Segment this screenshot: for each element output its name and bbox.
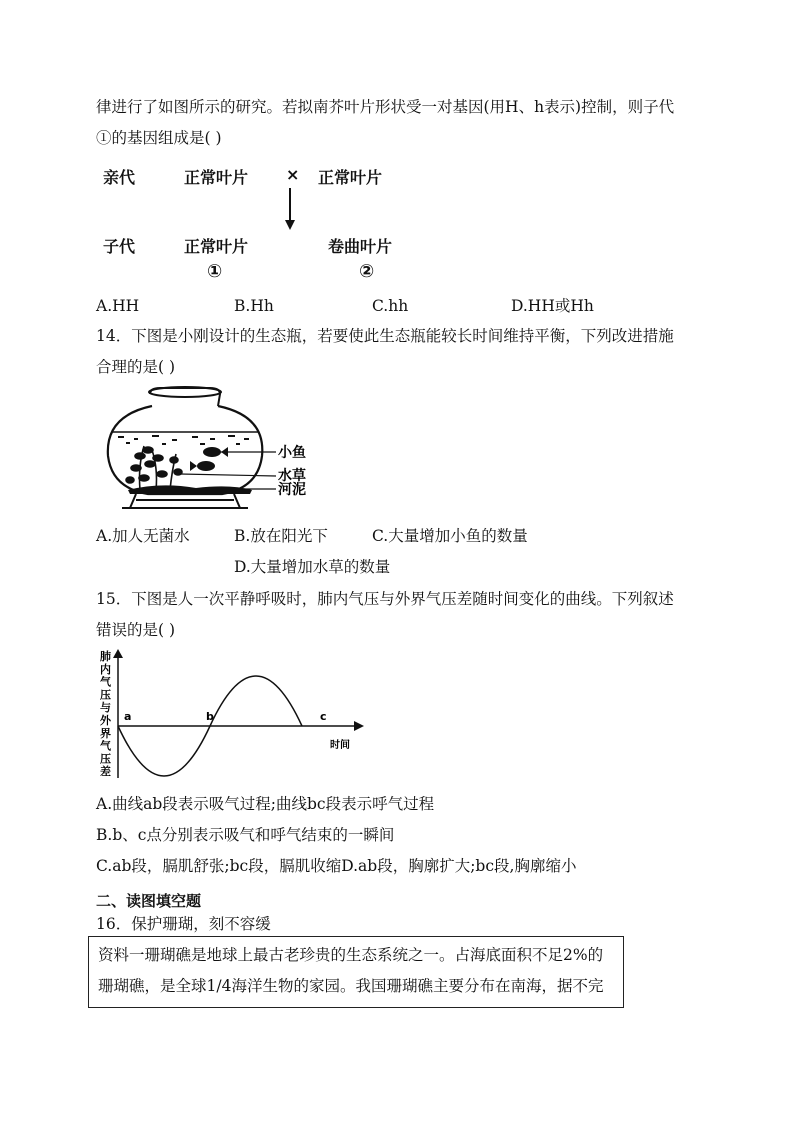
y-axis-label-char: 内	[100, 662, 111, 676]
parent2-label: 正常叶片	[318, 168, 383, 187]
q15-option-c-d: C.ab段，膈肌舒张;bc段，膈肌收缩D.ab段，胸廓扩大;bc段,胸廓缩小	[96, 857, 577, 875]
section-heading: 二、读图填空题	[96, 892, 202, 910]
y-axis-label-char: 界	[100, 726, 111, 740]
parent1-label: 正常叶片	[184, 168, 249, 187]
q13-text-line1: 律进行了如图所示的研究。若拟南芥叶片形状受一对基因(用H、h表示)控制，则子代	[96, 98, 675, 116]
q13-option-d: D.HH或Hh	[511, 297, 594, 315]
material-line2: 珊瑚礁，是全球1/4海洋生物的家园。我国珊瑚礁主要分布在南海，据不完	[98, 977, 604, 995]
q13-text-line2: ①的基因组成是( )	[96, 129, 222, 147]
q14-text-line1: 14．下图是小刚设计的生态瓶，若要使此生态瓶能较长时间维持平衡，下列改进措施	[96, 327, 674, 345]
child1-number: ①	[207, 261, 223, 282]
parent-label: 亲代	[103, 168, 136, 187]
eco-bottle-figure	[100, 386, 330, 511]
q13-option-c: C.hh	[372, 297, 409, 315]
q15-text-line2: 错误的是( )	[96, 621, 176, 639]
y-axis-arrow	[113, 649, 123, 658]
material-line1: 资料一珊瑚礁是地球上最古老珍贵的生态系统之一。占海底面积不足2%的	[98, 946, 604, 964]
y-axis-label-char: 与	[100, 701, 111, 715]
label-small-fish: 小鱼	[278, 445, 306, 461]
q16-title: 16．保护珊瑚，刻不容缓	[96, 915, 271, 933]
child-label: 子代	[103, 237, 136, 256]
cross-arrow	[284, 186, 296, 232]
q15-option-a: A.曲线ab段表示吸气过程;曲线bc段表示呼气过程	[96, 795, 435, 813]
material-box	[88, 936, 624, 1008]
q14-option-c: C.大量增加小鱼的数量	[372, 527, 528, 545]
q13-option-a: A.HH	[96, 297, 140, 315]
y-axis-label-char: 压	[100, 752, 111, 766]
pressure-chart	[96, 648, 376, 783]
x-axis-label: 时间	[330, 740, 350, 751]
point-label-a: a	[124, 710, 132, 723]
point-label-c: c	[320, 710, 327, 723]
q14-option-b: B.放在阳光下	[234, 527, 328, 545]
q15-option-b: B.b、c点分别表示吸气和呼气结束的一瞬间	[96, 826, 395, 844]
q14-text-line2: 合理的是( )	[96, 358, 176, 376]
y-axis-label-char: 气	[100, 675, 111, 689]
label-river-mud: 河泥	[278, 482, 306, 498]
y-axis-label-char: 外	[100, 714, 111, 727]
y-axis-label-char: 气	[100, 739, 111, 753]
y-axis-label-char: 差	[100, 765, 111, 779]
x-axis-arrow	[354, 721, 364, 731]
child2-number: ②	[359, 261, 375, 282]
q14-option-a: A.加人无菌水	[96, 527, 190, 545]
cross-symbol: ×	[286, 165, 300, 184]
label-water-plant: 水草	[278, 468, 306, 484]
y-axis-label-char: 压	[100, 688, 111, 702]
q13-option-b: B.Hh	[234, 297, 274, 315]
point-label-b: b	[206, 710, 214, 723]
child2-label: 卷曲叶片	[328, 237, 393, 256]
child1-label: 正常叶片	[184, 237, 249, 256]
q14-option-d: D.大量增加水草的数量	[234, 558, 391, 576]
q15-text-line1: 15．下图是人一次平静呼吸时，肺内气压与外界气压差随时间变化的曲线。下列叙述	[96, 590, 674, 608]
y-axis-label-char: 肺	[100, 650, 111, 663]
